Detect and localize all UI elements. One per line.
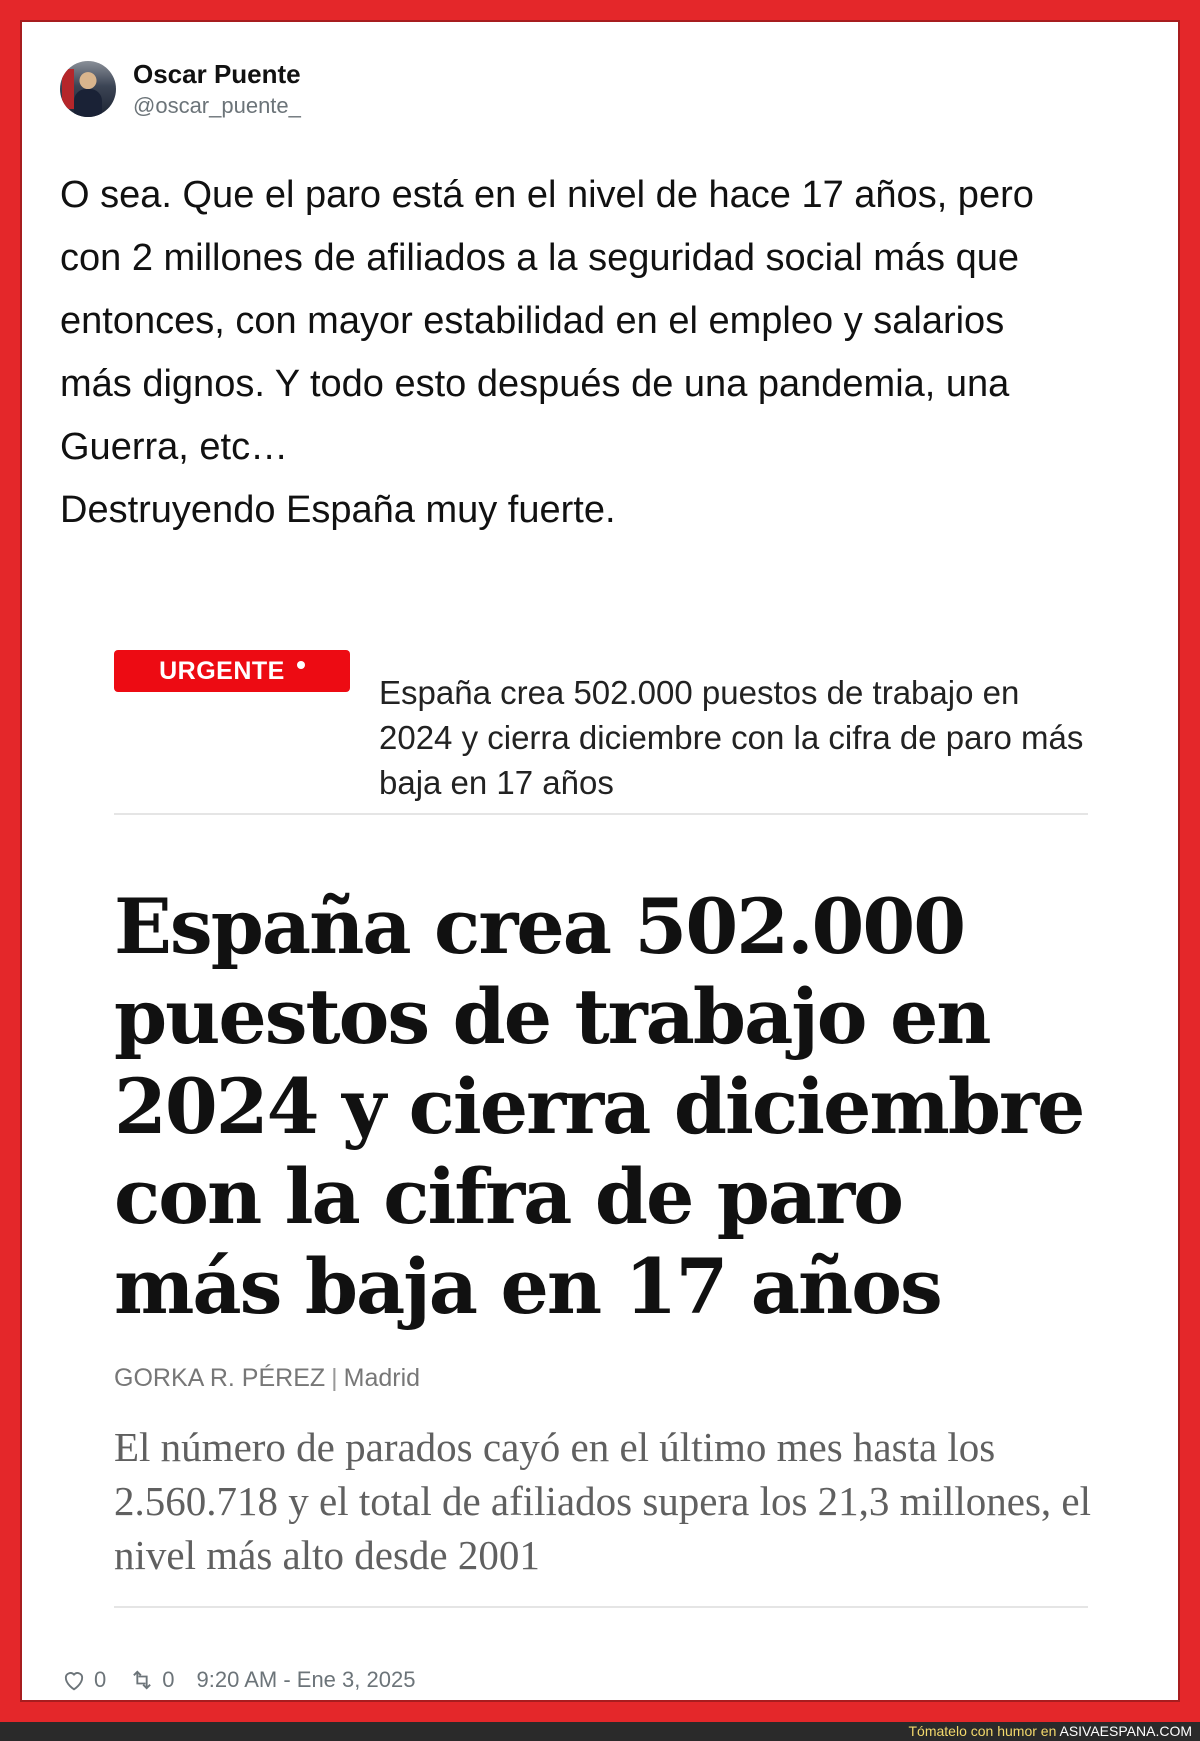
retweet-button[interactable] — [128, 1666, 174, 1694]
urgent-badge — [114, 650, 350, 692]
avatar[interactable] — [60, 61, 116, 117]
watermark-site[interactable]: ASIVAESPANA.COM — [1059, 1723, 1192, 1739]
live-dot-icon — [297, 661, 305, 669]
watermark-prefix: Tómatelo con humor en — [908, 1723, 1057, 1739]
divider — [114, 813, 1088, 815]
tweet-timestamp[interactable]: 9:20 AM - Ene 3, 2025 — [196, 1667, 416, 1692]
retweet-count: 0 — [162, 1667, 175, 1692]
retweet-icon — [128, 1666, 156, 1694]
article-subheadline: El número de parados cayó en el último mes hasta los 2.560.718 y el total de afiliados supera los 21,3 millones, el nivel más alto desde 2001 — [114, 1424, 1091, 1578]
divider — [114, 1606, 1088, 1608]
author-block — [133, 58, 301, 120]
tweet-line: entonces, con mayor estabilidad en el empleo y salarios — [60, 300, 1005, 342]
tweet-line: con 2 millones de afiliados a la seguridad social más que — [60, 237, 1019, 279]
article-location: Madrid — [343, 1364, 421, 1392]
tweet-line: Guerra, etc… — [60, 426, 289, 468]
urgent-badge-label: URGENTE — [159, 656, 285, 685]
tweet-line: O sea. Que el paro está en el nivel de hace 17 años, pero — [60, 174, 1034, 216]
heart-icon — [60, 1666, 88, 1694]
author-name[interactable]: Oscar Puente — [133, 59, 301, 89]
author-handle[interactable]: @oscar_puente_ — [133, 93, 301, 118]
tweet-text — [60, 164, 1160, 542]
byline: GORKA R. PÉREZ | Madrid — [114, 1364, 421, 1392]
like-count: 0 — [94, 1667, 107, 1692]
like-button[interactable] — [60, 1666, 106, 1694]
article-author: GORKA R. PÉREZ — [114, 1364, 326, 1392]
tweet-footer — [60, 1666, 415, 1694]
tweet-line: Destruyendo España muy fuerte. — [60, 489, 616, 531]
article-headline[interactable]: España crea 502.000 puestos de trabajo en 2024 y cierra diciembre con la cifra de paro más baja en 17 años — [114, 882, 1084, 1331]
urgent-headline[interactable]: España crea 502.000 puestos de trabajo en 2024 y cierra diciembre con la cifra de paro más baja en 17 años — [379, 674, 1084, 801]
tweet-line: más dignos. Y todo esto después de una pandemia, una — [60, 363, 1010, 405]
tweet-header — [60, 58, 301, 120]
watermark-credit — [909, 1722, 1193, 1741]
tweet-card — [20, 20, 1180, 1702]
